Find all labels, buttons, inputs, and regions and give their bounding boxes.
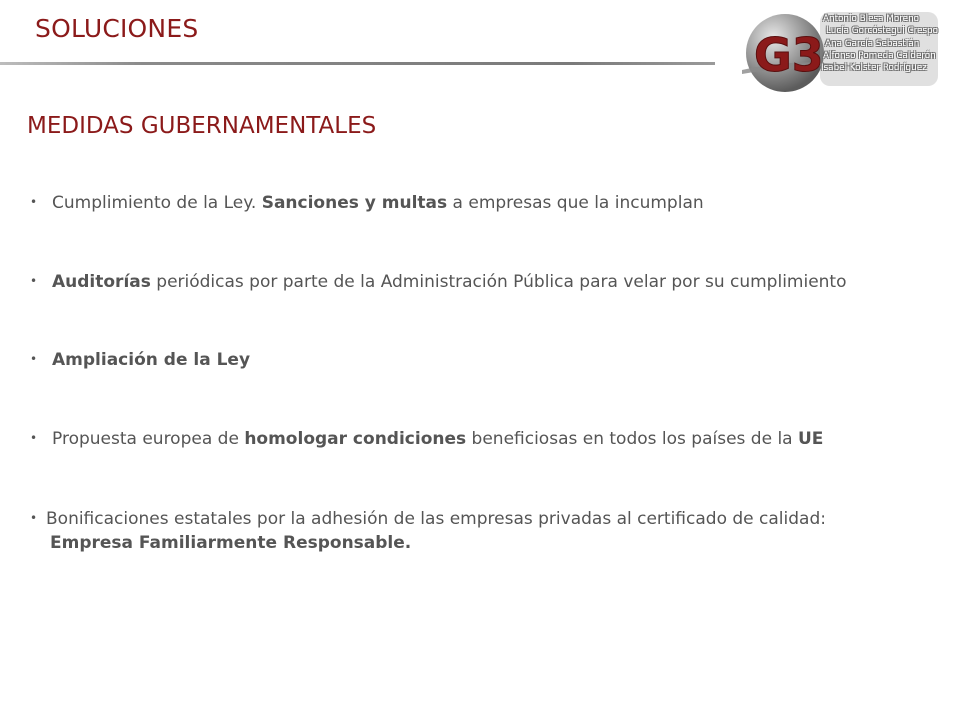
bullet-emphasis: Ampliación de la Ley <box>52 350 251 370</box>
bullet-line2: Empresa Familiarmente Responsable. <box>50 533 412 553</box>
g3-logo <box>740 8 940 98</box>
bullet-text: Bonificaciones estatales por la adhesión de las empresas privadas al certificado de calidad: <box>46 509 826 529</box>
bullet-item <box>30 506 930 555</box>
bullet-text: Propuesta europea de <box>52 429 245 449</box>
bullet-emphasis: homologar condiciones <box>244 429 467 449</box>
author-name: Lucía Gorcóstegui Crespo <box>826 26 939 37</box>
bullet-dot: • <box>30 195 38 209</box>
bullet-text: Cumplimiento de la Ley. <box>52 193 262 213</box>
bullet-dot: • <box>30 511 38 525</box>
bullet-dot: • <box>30 352 38 366</box>
bullet-item <box>30 272 847 292</box>
author-name: Ana García Sebastián <box>825 38 920 49</box>
section-title: MEDIDAS GUBERNAMENTALES <box>27 113 377 139</box>
bullet-item <box>30 193 704 213</box>
bullet-item <box>30 429 823 449</box>
bullet-item <box>30 350 250 370</box>
bullet-emphasis: Sanciones y multas <box>261 193 448 213</box>
bullet-emphasis: UE <box>798 429 824 449</box>
bullet-text: a empresas que la incumplan <box>447 193 704 213</box>
logo-mark: G3 <box>754 28 824 82</box>
author-list <box>823 13 958 74</box>
bullet-text: beneficiosas en todos los países de la <box>466 429 798 449</box>
bullet-dot: • <box>30 274 38 288</box>
bullet-dot: • <box>30 431 38 445</box>
bullet-emphasis: Auditorías <box>52 272 151 292</box>
author-name: Isabel Kolster Rodríguez <box>821 63 927 74</box>
bullet-text: periódicas por parte de la Administración Pública para velar por su cumplimiento <box>150 272 847 292</box>
author-name: Alfonso Pomeda Calderón <box>823 50 936 61</box>
header-divider <box>0 62 715 65</box>
header-title: SOLUCIONES <box>35 14 199 43</box>
author-name: Antonio Blesa Moreno <box>823 14 920 24</box>
